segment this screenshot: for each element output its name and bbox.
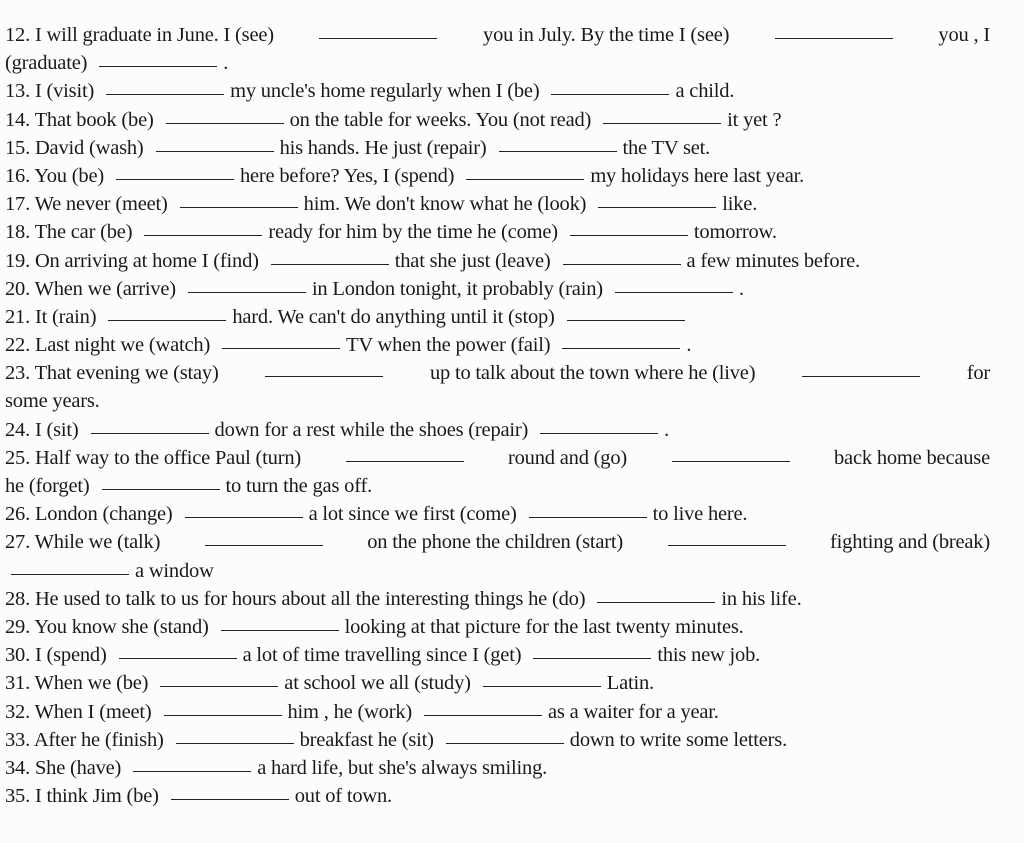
exercise-list — [5, 24, 990, 813]
exercise-text: 13. I (visit) — [5, 80, 95, 103]
answer-blank[interactable] — [540, 432, 658, 434]
exercise-text: on the table for weeks. You (not read) — [289, 108, 592, 131]
exercise-text: 34. She (have) — [5, 756, 122, 779]
exercise-text: 20. When we (arrive) — [5, 277, 176, 300]
exercise-line — [5, 419, 990, 447]
answer-blank[interactable] — [160, 685, 278, 687]
exercise-text: some years. — [5, 390, 100, 413]
exercise-line — [5, 672, 990, 700]
exercise-text: TV when the power (fail) — [346, 334, 551, 357]
exercise-line — [5, 616, 990, 644]
exercise-text: for — [966, 362, 990, 385]
exercise-text: at school we all (study) — [284, 672, 471, 695]
answer-blank[interactable] — [221, 629, 339, 631]
exercise-text: to turn the gas off. — [225, 475, 373, 497]
exercise-line — [5, 447, 990, 475]
exercise-text: the TV set. — [622, 136, 711, 159]
exercise-text: 17. We never (meet) — [5, 193, 168, 216]
exercise-text: back home because — [834, 446, 990, 469]
exercise-line — [5, 729, 990, 757]
exercise-text: it yet ? — [727, 108, 782, 131]
exercise-line — [5, 531, 990, 559]
answer-blank[interactable] — [91, 432, 209, 434]
exercise-text: 22. Last night we (watch) — [5, 334, 211, 357]
exercise-line — [5, 785, 990, 813]
answer-blank[interactable] — [466, 178, 584, 180]
exercise-text: Latin. — [606, 672, 654, 695]
exercise-text: a hard life, but she's always smiling. — [257, 756, 548, 779]
exercise-text: . — [738, 277, 744, 300]
answer-blank[interactable] — [603, 122, 721, 124]
exercise-text: you , I — [938, 24, 990, 46]
exercise-text: 31. When we (be) — [5, 672, 149, 695]
exercise-line — [5, 193, 990, 221]
exercise-line — [5, 165, 990, 193]
answer-blank[interactable] — [533, 657, 651, 659]
answer-blank[interactable] — [185, 516, 303, 518]
exercise-text: his hands. He just (repair) — [279, 136, 487, 159]
answer-blank[interactable] — [156, 150, 274, 152]
exercise-text: down for a rest while the shoes (repair) — [214, 418, 529, 441]
exercise-text: down to write some letters. — [569, 728, 787, 751]
exercise-line — [5, 80, 990, 108]
exercise-text: . — [664, 418, 670, 441]
exercise-text: a lot of time travelling since I (get) — [242, 644, 522, 667]
exercise-text: as a waiter for a year. — [548, 700, 719, 723]
exercise-text: 26. London (change) — [5, 503, 173, 526]
answer-blank[interactable] — [222, 347, 340, 349]
exercise-text: in London tonight, it probably (rain) — [311, 277, 603, 300]
exercise-line — [5, 390, 990, 418]
exercise-line — [5, 137, 990, 165]
exercise-line — [5, 588, 990, 616]
exercise-text: he (forget) — [5, 475, 90, 497]
answer-blank[interactable] — [205, 544, 323, 546]
answer-blank[interactable] — [319, 37, 437, 39]
answer-blank[interactable] — [551, 93, 669, 95]
exercise-line — [5, 109, 990, 137]
answer-blank[interactable] — [108, 319, 226, 321]
exercise-text: 12. I will graduate in June. I (see) — [5, 24, 274, 46]
exercise-line — [5, 250, 990, 278]
exercise-text: 18. The car (be) — [5, 221, 133, 244]
exercise-line — [5, 362, 990, 390]
answer-blank[interactable] — [802, 375, 920, 377]
exercise-line — [5, 278, 990, 306]
exercise-text: tomorrow. — [693, 221, 777, 244]
exercise-text: him. We don't know what he (look) — [303, 193, 587, 216]
answer-blank[interactable] — [166, 122, 284, 124]
answer-blank[interactable] — [171, 798, 289, 800]
answer-blank[interactable] — [119, 657, 237, 659]
answer-blank[interactable] — [116, 178, 234, 180]
exercise-text: a child. — [675, 80, 735, 103]
answer-blank[interactable] — [668, 544, 786, 546]
exercise-line — [5, 503, 990, 531]
answer-blank[interactable] — [563, 263, 681, 265]
exercise-text: up to talk about the town where he (live) — [429, 362, 756, 385]
exercise-line — [5, 24, 990, 52]
exercise-text: (graduate) — [5, 52, 88, 75]
exercise-text: out of town. — [294, 785, 392, 808]
exercise-line — [5, 475, 990, 503]
exercise-text: 14. That book (be) — [5, 108, 154, 131]
exercise-text: hard. We can't do anything until it (stop) — [232, 305, 555, 328]
exercise-text: you in July. By the time I (see) — [483, 24, 730, 46]
answer-blank[interactable] — [615, 291, 733, 293]
answer-blank[interactable] — [102, 488, 220, 490]
answer-blank[interactable] — [188, 291, 306, 293]
answer-blank[interactable] — [483, 685, 601, 687]
answer-blank[interactable] — [424, 714, 542, 716]
answer-blank[interactable] — [265, 375, 383, 377]
answer-blank[interactable] — [11, 573, 129, 575]
answer-blank[interactable] — [529, 516, 647, 518]
exercise-text: fighting and (break) — [830, 531, 990, 554]
exercise-text: 29. You know she (stand) — [5, 615, 209, 638]
exercise-text: 32. When I (meet) — [5, 700, 152, 723]
exercise-text: 16. You (be) — [5, 164, 104, 187]
exercise-text: 15. David (wash) — [5, 136, 144, 159]
exercise-text: 21. It (rain) — [5, 305, 97, 328]
exercise-text: in his life. — [721, 587, 802, 610]
answer-blank[interactable] — [106, 93, 224, 95]
answer-blank[interactable] — [570, 234, 688, 236]
exercise-line — [5, 644, 990, 672]
answer-blank[interactable] — [597, 601, 715, 603]
exercise-text: round and (go) — [508, 446, 628, 469]
answer-blank[interactable] — [144, 234, 262, 236]
exercise-text: on the phone the children (start) — [367, 531, 624, 554]
exercise-line — [5, 701, 990, 729]
exercise-text: a lot since we first (come) — [308, 503, 517, 526]
exercise-text: here before? Yes, I (spend) — [239, 164, 455, 187]
exercise-text: that she just (leave) — [394, 249, 551, 272]
exercise-text: him , he (work) — [287, 700, 413, 723]
exercise-text: looking at that picture for the last twenty minutes. — [344, 615, 744, 638]
answer-blank[interactable] — [775, 37, 893, 39]
exercise-text: . — [686, 334, 692, 357]
exercise-text: 23. That evening we (stay) — [5, 362, 219, 385]
exercise-line — [5, 757, 990, 785]
exercise-text: this new job. — [657, 644, 761, 667]
answer-blank[interactable] — [499, 150, 617, 152]
answer-blank[interactable] — [180, 206, 298, 208]
answer-blank[interactable] — [567, 319, 685, 321]
exercise-text: 28. He used to talk to us for hours about all the interesting things he (do) — [5, 587, 586, 610]
answer-blank[interactable] — [346, 460, 464, 462]
exercise-text: 35. I think Jim (be) — [5, 785, 159, 808]
exercise-text: . — [223, 52, 229, 75]
exercise-text: 25. Half way to the office Paul (turn) — [5, 446, 302, 469]
exercise-text: 33. After he (finish) — [5, 728, 164, 751]
answer-blank[interactable] — [562, 347, 680, 349]
exercise-text: like. — [722, 193, 758, 216]
exercise-text: a few minutes before. — [686, 249, 860, 272]
answer-blank[interactable] — [176, 742, 294, 744]
exercise-text: my uncle's home regularly when I (be) — [230, 80, 540, 103]
exercise-text: 24. I (sit) — [5, 418, 79, 441]
exercise-text: 19. On arriving at home I (find) — [5, 249, 259, 272]
answer-blank[interactable] — [133, 770, 251, 772]
answer-blank[interactable] — [271, 263, 389, 265]
exercise-line — [5, 560, 990, 588]
answer-blank[interactable] — [99, 65, 217, 67]
answer-blank[interactable] — [672, 460, 790, 462]
exercise-text: 27. While we (talk) — [5, 531, 161, 554]
exercise-line — [5, 306, 990, 334]
exercise-text: to live here. — [652, 503, 748, 526]
exercise-line — [5, 334, 990, 362]
answer-blank[interactable] — [164, 714, 282, 716]
exercise-text: my holidays here last year. — [590, 164, 805, 187]
exercise-line — [5, 221, 990, 249]
exercise-text: ready for him by the time he (come) — [268, 221, 558, 244]
answer-blank[interactable] — [446, 742, 564, 744]
exercise-line — [5, 52, 990, 80]
exercise-text: a window — [135, 559, 214, 582]
exercise-text: breakfast he (sit) — [299, 728, 434, 751]
answer-blank[interactable] — [598, 206, 716, 208]
exercise-text: 30. I (spend) — [5, 644, 107, 667]
